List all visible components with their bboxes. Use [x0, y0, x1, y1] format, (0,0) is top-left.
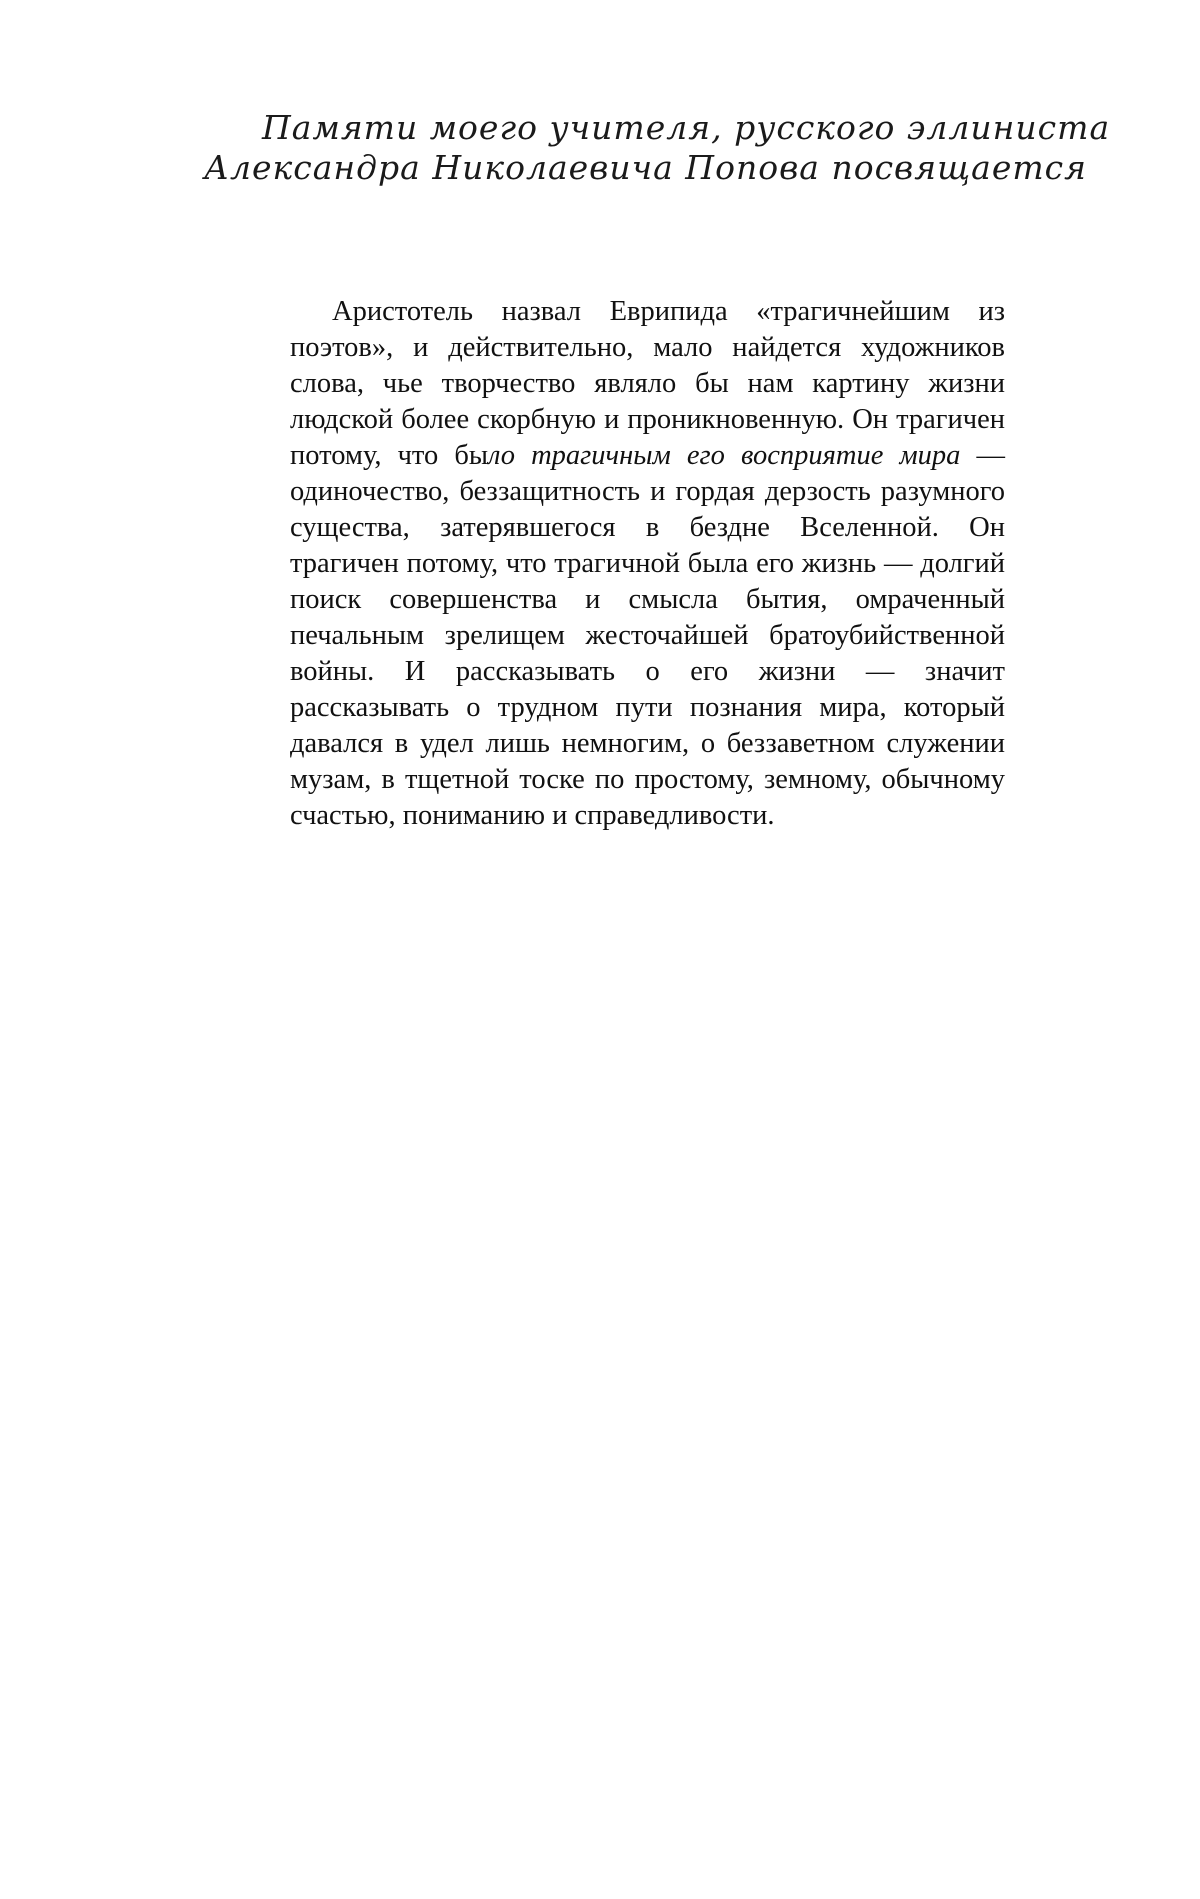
dedication — [180, 108, 1111, 188]
paragraph-italic-part: ло трагичным его восприятие мира — [487, 439, 961, 471]
dedication-line-1: Памяти моего учителя, русского эллиниста — [262, 108, 1111, 147]
body-paragraph — [290, 294, 1005, 834]
paragraph-part-1: Аристотель назвал Еврипида «трагичнейшим из поэтов», и действительно, мало найдется художников слова, чье творчество являло бы нам картину жизни людской более скорбную и проникновенную. Он трагичен потому, что бы — [290, 295, 1005, 471]
paragraph-part-3: — одиночество, беззащитность и гордая дерзость разумного существа, затерявшегося в бездне Вселенной. Он трагичен потому, что трагичной была его жизнь — долгий поиск совершенства и смысла бытия, омраченный печальным зрелищем жесточайшей братоубийственной войны. И рассказывать о его жизни — значит рассказывать о трудном пути познания мира, который давался в удел лишь немногим, о беззаветном служении музам, в тщетной тоске по простому, земному, обычному счастью, пониманию и справедливости. — [290, 439, 1005, 831]
dedication-line-2: Александра Николаевича Попова посвящается — [204, 148, 1087, 187]
